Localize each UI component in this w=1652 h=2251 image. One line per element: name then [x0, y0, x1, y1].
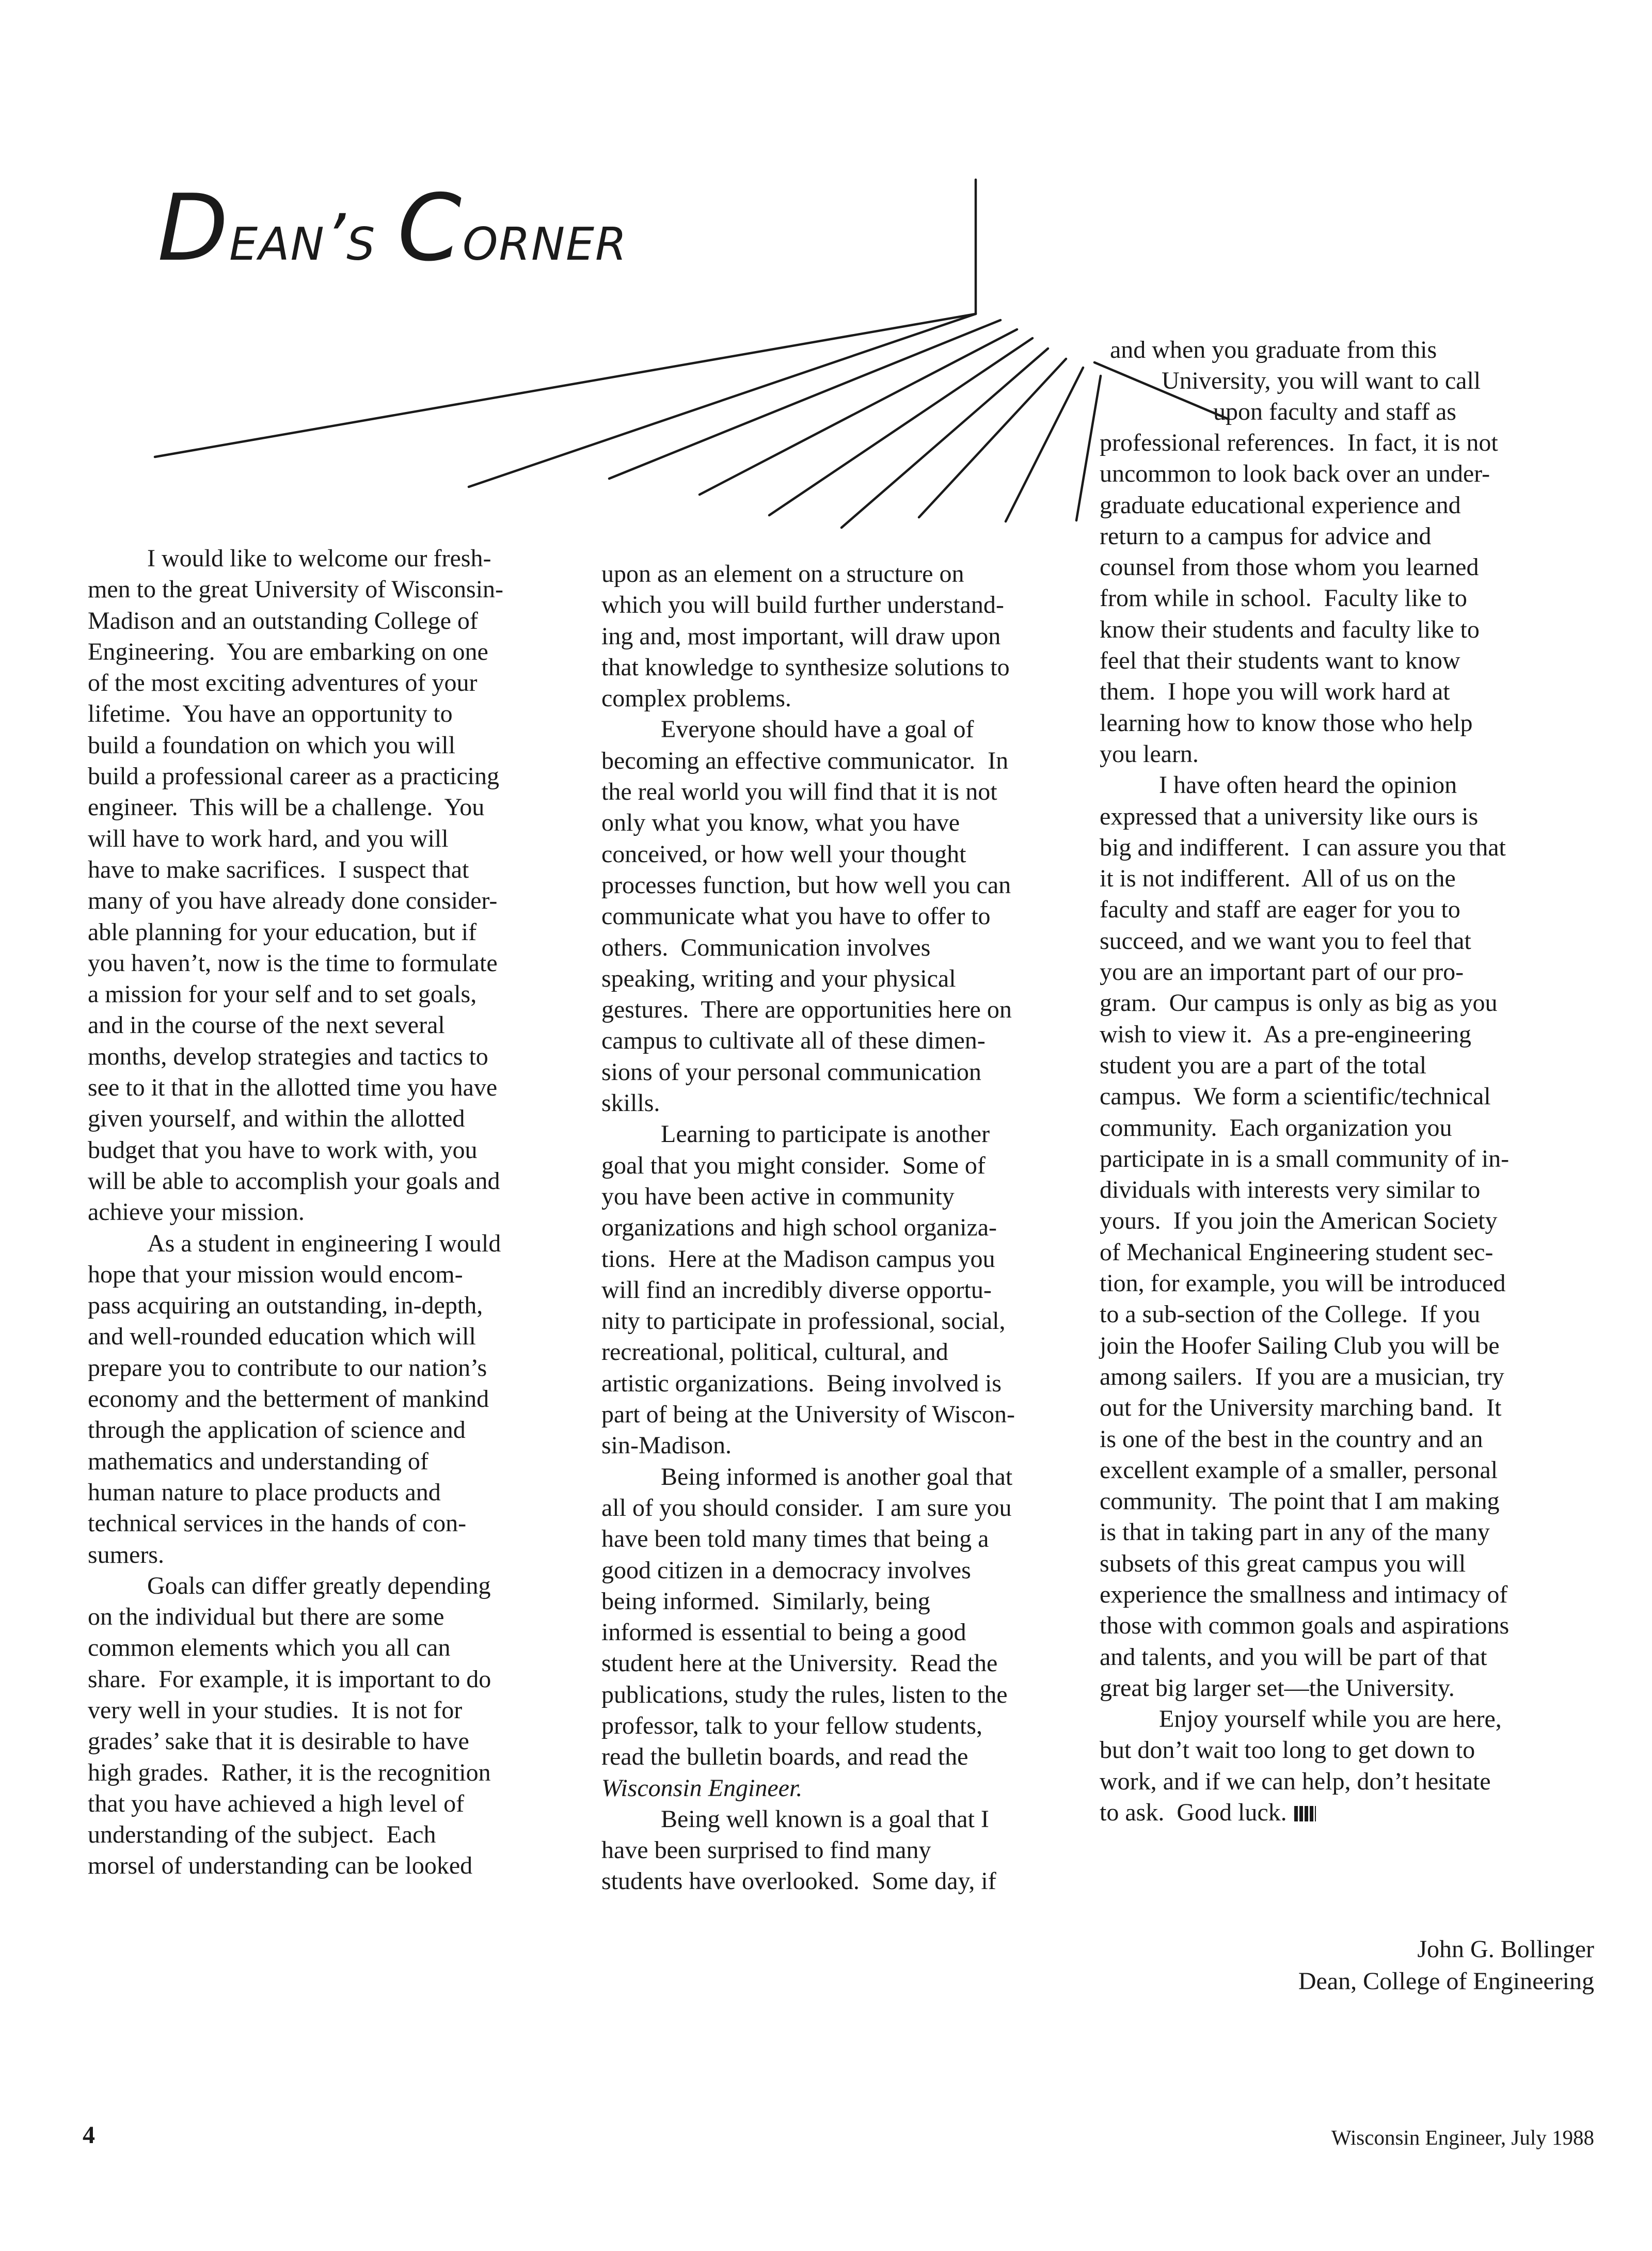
text-line: that you have achieved a high level of: [88, 1789, 465, 1817]
text-line: understanding of the subject. Each: [88, 1821, 436, 1849]
text-line: sions of your personal communication: [601, 1058, 981, 1086]
text-line: share. For example, it is important to do: [88, 1665, 491, 1693]
text-line: processes function, but how well you can: [601, 871, 1011, 899]
text-line: Being well known is a goal that I: [661, 1805, 989, 1833]
signature-title: Dean, College of Engineering: [1298, 1968, 1594, 1995]
text-line: student you are a part of the total: [1100, 1051, 1427, 1079]
text-line: lifetime. You have an opportunity to: [88, 700, 453, 728]
text-line: student here at the University. Read the: [601, 1650, 998, 1677]
text-line: human nature to place products and: [88, 1478, 441, 1506]
text-line: good citizen in a democracy involves: [601, 1556, 971, 1584]
signature: [1298, 1933, 1594, 1998]
text-line: have to make sacrifices. I suspect that: [88, 855, 469, 883]
text-line: dividuals with interests very similar to: [1100, 1176, 1481, 1204]
text-line: communicate what you have to offer to: [601, 902, 991, 930]
text-line: and well-rounded education which will: [88, 1323, 476, 1351]
signature-name: John G. Bollinger: [1417, 1936, 1594, 1963]
text-line: nity to participate in professional, social,: [601, 1307, 1006, 1335]
text-line: a mission for your self and to set goals,: [88, 980, 477, 1008]
publication-reference: Wisconsin Engineer.: [601, 1774, 803, 1802]
text-line: becoming an effective communicator. In: [601, 747, 1009, 774]
article-column-3: [1100, 427, 1509, 1828]
text-line: yours. If you join the American Society: [1100, 1207, 1498, 1235]
text-line: conceived, or how well your thought: [601, 840, 966, 868]
text-line: months, develop strategies and tactics to: [88, 1042, 488, 1070]
text-line: pass acquiring an outstanding, in-depth,: [88, 1292, 483, 1320]
text-line: tions. Here at the Madison campus you: [601, 1245, 995, 1273]
text-line: all of you should consider. I am sure you: [601, 1494, 1012, 1521]
text-line: Enjoy yourself while you are here,: [1159, 1705, 1502, 1733]
text-line: and talents, and you will be part of that: [1100, 1643, 1487, 1671]
text-line: men to the great University of Wisconsin-: [88, 576, 504, 604]
text-line: participate in is a small community of in-: [1100, 1145, 1510, 1172]
text-line: recreational, political, cultural, and: [601, 1338, 948, 1366]
text-line: many of you have already done consider-: [88, 887, 498, 915]
text-line: being informed. Similarly, being: [601, 1587, 930, 1615]
text-line: I have often heard the opinion: [1159, 771, 1457, 799]
text-line: from while in school. Faculty like to: [1100, 584, 1467, 612]
text-line: graduate educational experience and: [1100, 491, 1461, 519]
text-line: hope that your mission would encom-: [88, 1260, 463, 1288]
paragraph: [601, 1119, 1015, 1461]
text-line: work, and if we can help, don’t hesitate: [1100, 1767, 1491, 1795]
paragraph: [601, 714, 1015, 1119]
text-line: publications, study the rules, listen to the: [601, 1681, 1008, 1708]
text-line: is one of the best in the country and an: [1100, 1425, 1483, 1453]
text-line: join the Hoofer Sailing Club you will be: [1100, 1331, 1500, 1359]
text-line: the real world you will find that it is not: [601, 778, 997, 806]
text-line: have been surprised to find many: [601, 1836, 931, 1864]
article-column-1: [88, 543, 503, 1882]
text-line: you have been active in community: [601, 1182, 955, 1210]
text-line: organizations and high school organiza-: [601, 1214, 997, 1242]
text-line: them. I hope you will work hard at: [1100, 678, 1450, 706]
paragraph: [1100, 427, 1509, 770]
text-line: feel that their students want to know: [1100, 647, 1460, 675]
text-line: others. Communication involves: [601, 933, 931, 961]
text-line: sin-Madison.: [601, 1432, 732, 1460]
text-line: students have overlooked. Some day, if: [601, 1867, 996, 1895]
text-line: upon as an element on a structure on: [601, 560, 964, 588]
page-title: Dean’s Corner: [157, 175, 628, 281]
paragraph: [601, 1462, 1015, 1804]
text-line: Learning to participate is another: [661, 1120, 990, 1148]
paragraph: [601, 559, 1015, 714]
text-line: ing and, most important, will draw upon: [601, 622, 1001, 650]
text-line: technical services in the hands of con-: [88, 1510, 467, 1537]
text-line: read the bulletin boards, and read the: [601, 1743, 968, 1771]
text-line: achieve your mission.: [88, 1198, 305, 1226]
text-line: subsets of this great campus you will: [1100, 1549, 1466, 1577]
text-line: excellent example of a smaller, personal: [1100, 1456, 1498, 1484]
text-line: Everyone should have a goal of: [661, 716, 974, 743]
text-line: mathematics and understanding of: [88, 1447, 428, 1475]
text-line: return to a campus for advice and: [1100, 522, 1432, 550]
text-line: will be able to accomplish your goals and: [88, 1167, 500, 1195]
text-line: artistic organizations. Being involved is: [601, 1369, 1002, 1397]
text-line: campus. We form a scientific/technical: [1100, 1083, 1491, 1111]
paragraph: [1100, 770, 1509, 1704]
text-line: Goals can differ greatly depending: [147, 1572, 491, 1599]
text-line: only what you know, what you have: [601, 809, 960, 837]
paragraph: [88, 1228, 503, 1571]
text-line: will have to work hard, and you will: [88, 825, 449, 852]
text-line: part of being at the University of Wiscon-: [601, 1401, 1015, 1429]
text-line: I would like to welcome our fresh-: [147, 545, 491, 572]
text-line: have been told many times that being a: [601, 1525, 989, 1553]
text-line: campus to cultivate all of these dimen-: [601, 1027, 986, 1055]
text-line: professor, talk to your fellow students,: [601, 1711, 982, 1739]
text-line: out for the University marching band. It: [1100, 1394, 1502, 1422]
text-line: common elements which you all can: [88, 1634, 451, 1662]
page-number: 4: [83, 2121, 95, 2149]
text-line: skills.: [601, 1089, 660, 1117]
text-line: learning how to know those who help: [1100, 709, 1473, 737]
text-line: high grades. Rather, it is the recognition: [88, 1758, 491, 1786]
text-line: that knowledge to synthesize solutions to: [601, 653, 1010, 681]
text-line: which you will build further understand-: [601, 591, 1004, 619]
text-line: tion, for example, you will be introduced: [1100, 1270, 1506, 1297]
text-line: see to it that in the allotted time you have: [88, 1074, 498, 1102]
text-line: it is not indifferent. All of us on the: [1100, 865, 1456, 893]
text-line: morsel of understanding can be looked: [88, 1852, 473, 1880]
text-line: wish to view it. As a pre-engineering: [1100, 1020, 1471, 1048]
text-line: faculty and staff are eager for you to: [1100, 896, 1460, 924]
text-line: gram. Our campus is only as big as you: [1100, 989, 1498, 1017]
text-line: great big larger set—the University.: [1100, 1674, 1455, 1702]
text-line: prepare you to contribute to our nation’s: [88, 1354, 487, 1382]
text-line: Madison and an outstanding College of: [88, 607, 478, 635]
article-column-2: [601, 559, 1015, 1897]
publication-footer: Wisconsin Engineer, July 1988: [1331, 2126, 1594, 2149]
text-line: know their students and faculty like to: [1100, 615, 1480, 643]
paragraph: [1100, 1704, 1509, 1828]
paragraph: [88, 1571, 503, 1882]
text-line: counsel from those whom you learned: [1100, 553, 1479, 581]
text-line: of Mechanical Engineering student sec-: [1100, 1238, 1494, 1266]
text-line: to ask. Good luck.: [1100, 1797, 1509, 1828]
text-line: you haven’t, now is the time to formulate: [88, 949, 498, 977]
text-line: engineer. This will be a challenge. You: [88, 794, 485, 821]
text-line: Being informed is another goal that: [661, 1463, 1013, 1491]
text-line: grades’ sake that it is desirable to have: [88, 1727, 469, 1755]
text-line: complex problems.: [601, 685, 791, 712]
text-line: to a sub-section of the College. If you: [1100, 1301, 1481, 1328]
text-line: budget that you have to work with, you: [88, 1136, 478, 1164]
text-line: you are an important part of our pro-: [1100, 958, 1464, 986]
text-line: informed is essential to being a good: [601, 1619, 966, 1646]
text-line: among sailers. If you are a musician, try: [1100, 1362, 1504, 1390]
text-line: upon faculty and staff as: [1213, 398, 1456, 425]
text-line: able planning for your education, but if: [88, 918, 477, 946]
text-line: speaking, writing and your physical: [601, 964, 956, 992]
text-line: sumers.: [88, 1541, 164, 1568]
end-of-article-mark: [1294, 1806, 1316, 1821]
text-line: community. Each organization you: [1100, 1114, 1452, 1142]
text-line: very well in your studies. It is not for: [88, 1696, 463, 1724]
text-line: University, you will want to call: [1162, 367, 1481, 394]
text-line: professional references. In fact, it is not: [1100, 429, 1498, 456]
text-line: given yourself, and within the allotted: [88, 1105, 465, 1133]
text-line: big and indifferent. I can assure you that: [1100, 833, 1506, 861]
text-line: experience the smallness and intimacy of: [1100, 1580, 1508, 1608]
text-line: build a professional career as a practicing: [88, 763, 499, 790]
text-line: of the most exciting adventures of your: [88, 669, 478, 697]
paragraph: [601, 1804, 1015, 1897]
text-line: Engineering. You are embarking on one: [88, 638, 488, 665]
text-line: and when you graduate from this: [1110, 336, 1437, 363]
text-line: As a student in engineering I would: [147, 1229, 501, 1257]
text-line: will find an incredibly diverse opportu-: [601, 1276, 992, 1304]
text-line: but don’t wait too long to get down to: [1100, 1736, 1475, 1764]
text-line: expressed that a university like ours is: [1100, 802, 1479, 830]
text-line: gestures. There are opportunities here on: [601, 996, 1012, 1024]
text-line: build a foundation on which you will: [88, 731, 455, 759]
text-line: goal that you might consider. Some of: [601, 1151, 986, 1179]
text-line: those with common goals and aspirations: [1100, 1612, 1510, 1640]
text-line: and in the course of the next several: [88, 1011, 445, 1039]
article-column-3-wrap: [0, 335, 1652, 433]
text-line: uncommon to look back over an under-: [1100, 460, 1490, 488]
text-line: economy and the betterment of mankind: [88, 1385, 489, 1413]
text-line: is that in taking part in any of the many: [1100, 1518, 1490, 1546]
text-line: succeed, and we want you to feel that: [1100, 927, 1471, 955]
text-line: on the individual but there are some: [88, 1603, 444, 1631]
text-line: through the application of science and: [88, 1416, 466, 1444]
paragraph: [88, 543, 503, 1228]
text-line: you learn.: [1100, 740, 1199, 768]
text-line: community. The point that I am making: [1100, 1487, 1500, 1515]
